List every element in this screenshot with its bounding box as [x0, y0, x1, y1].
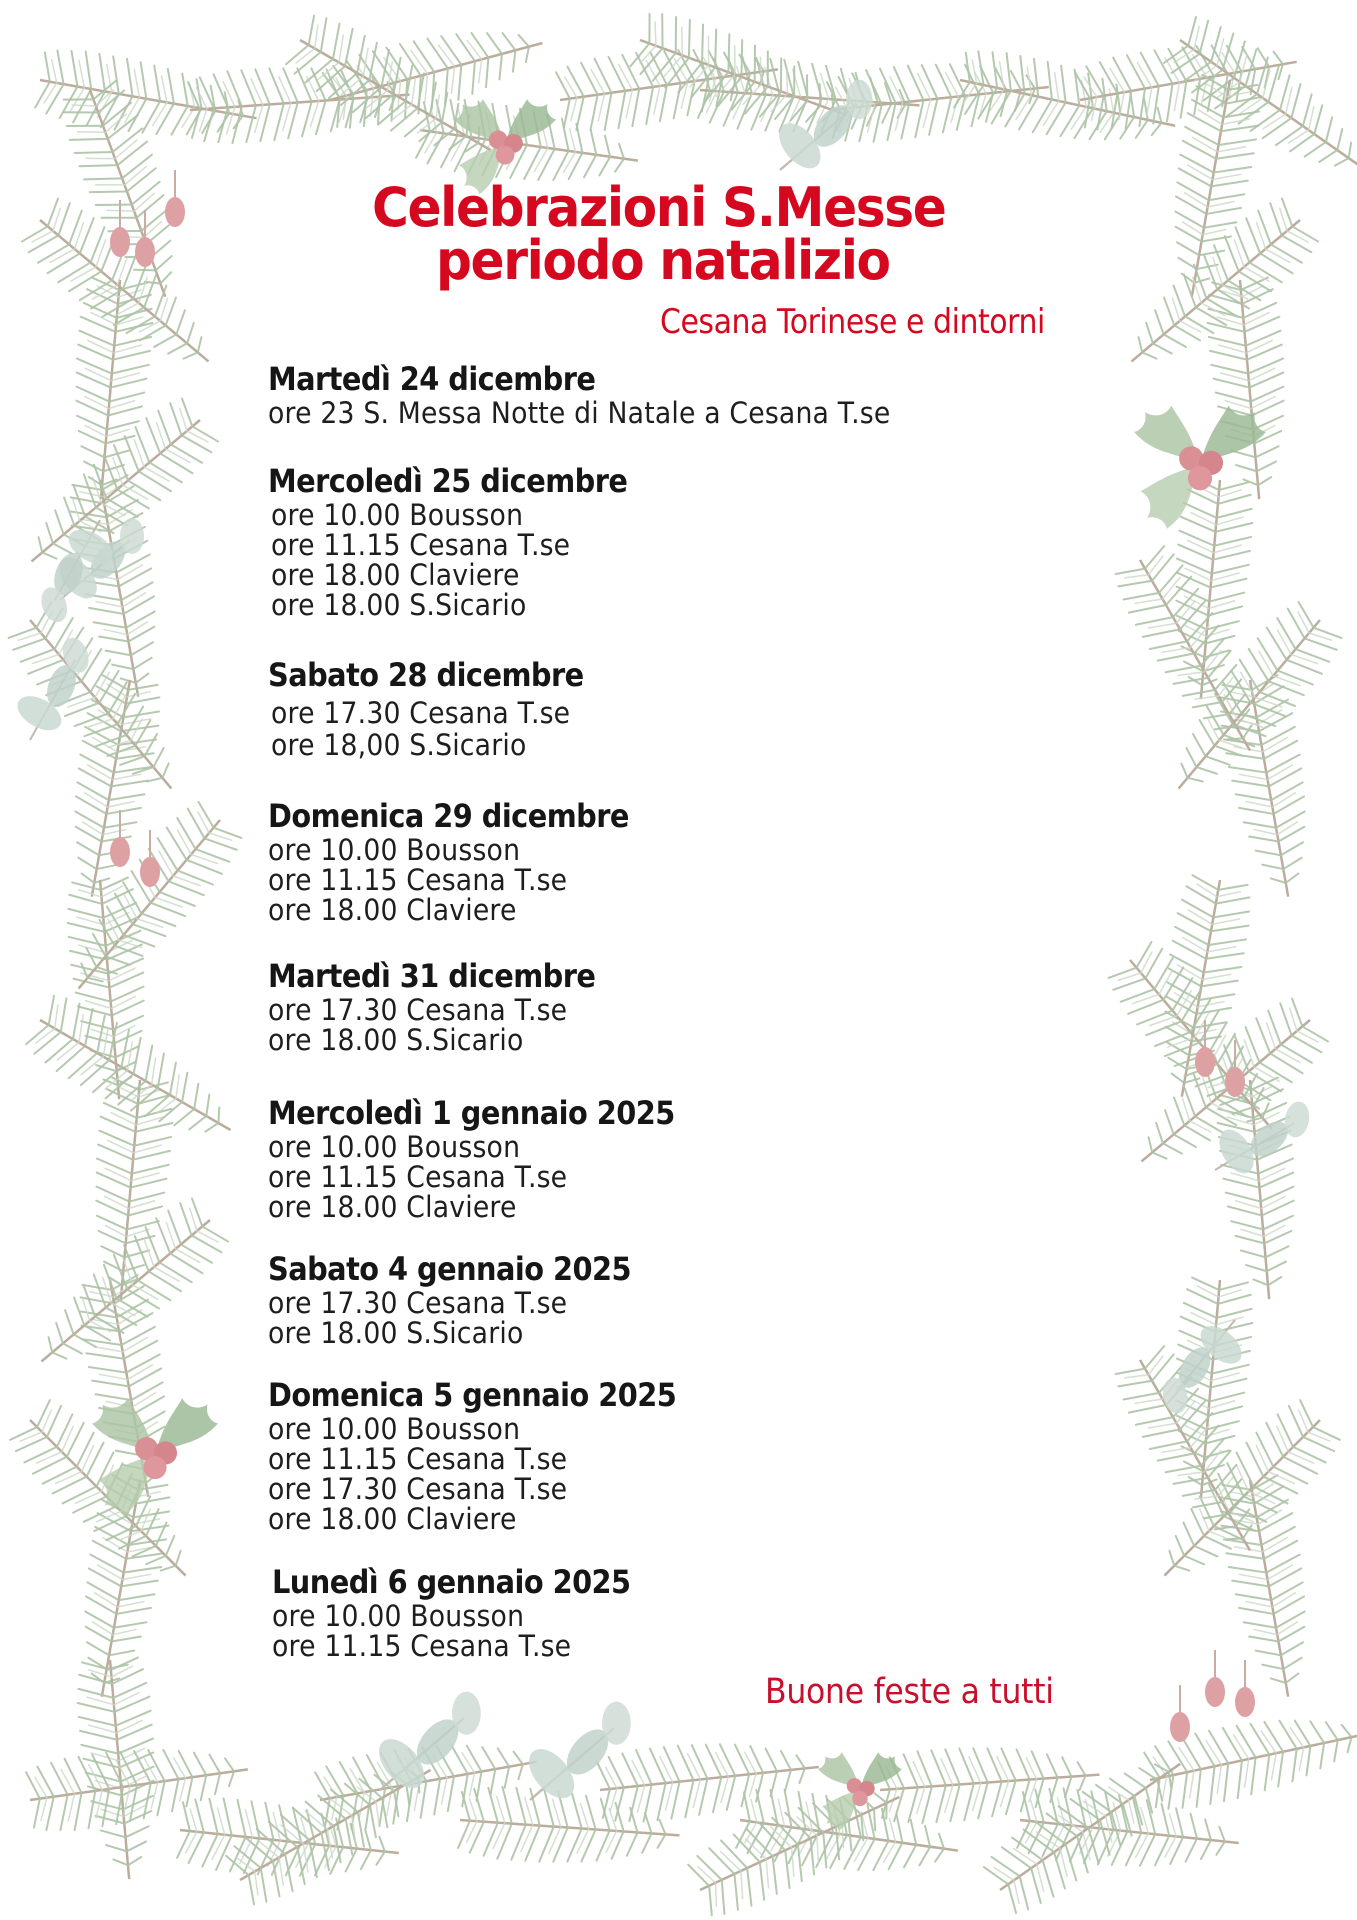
day-title: Sabato 28 dicembre [268, 656, 584, 694]
day-title: Domenica 29 dicembre [268, 797, 629, 835]
mass-time: ore 10.00 Bousson [268, 1412, 521, 1446]
mass-time: ore 11.15 Cesana T.se [272, 1629, 572, 1663]
day-block-1-gen [268, 1094, 720, 1222]
day-title: Martedì 31 dicembre [268, 957, 596, 995]
mass-time: ore 10.00 Bousson [268, 1130, 521, 1164]
mass-time: ore 18.00 S.Sicario [271, 588, 527, 622]
day-block-6-gen [272, 1563, 670, 1661]
day-title: Lunedì 6 gennaio 2025 [272, 1563, 631, 1601]
mass-time: ore 18.00 S.Sicario [268, 1316, 524, 1350]
mass-time: ore 18.00 Claviere [268, 893, 517, 927]
mass-time: ore 17.30 Cesana T.se [268, 1472, 568, 1506]
mass-time: ore 18.00 Claviere [268, 1502, 517, 1536]
mass-time: ore 18.00 S.Sicario [268, 1023, 524, 1057]
mass-time: ore 18.00 Claviere [271, 558, 520, 592]
mass-time: ore 11.15 Cesana T.se [268, 1160, 568, 1194]
subtitle: Cesana Torinese e dintorni [660, 302, 1045, 342]
day-title: Sabato 4 gennaio 2025 [268, 1250, 631, 1288]
title-line-2: periodo natalizio [436, 229, 890, 292]
mass-time: ore 10.00 Bousson [272, 1599, 525, 1633]
day-block-28-dic [268, 656, 619, 760]
closing-greeting: Buone feste a tutti [765, 1672, 1054, 1712]
day-block-24-dic [268, 360, 945, 428]
mass-time: ore 23 S. Messa Notte di Natale a Cesana T.se [268, 396, 891, 430]
day-block-4-gen [268, 1250, 671, 1348]
day-block-31-dic [268, 957, 632, 1055]
mass-time: ore 10.00 Bousson [268, 833, 521, 867]
mass-time: ore 11.15 Cesana T.se [271, 528, 571, 562]
day-block-25-dic [268, 462, 667, 620]
day-title: Domenica 5 gennaio 2025 [268, 1376, 677, 1414]
mass-time: ore 10.00 Bousson [271, 498, 524, 532]
day-title: Martedì 24 dicembre [268, 360, 596, 398]
title-line-1: Celebrazioni S.Messe [372, 176, 946, 239]
mass-time: ore 18.00 Claviere [268, 1190, 517, 1224]
mass-time: ore 17.30 Cesana T.se [268, 993, 568, 1027]
mass-time: ore 11.15 Cesana T.se [268, 1442, 568, 1476]
day-title: Mercoledì 25 dicembre [268, 462, 628, 500]
day-title: Mercoledì 1 gennaio 2025 [268, 1094, 675, 1132]
day-block-5-gen [268, 1376, 722, 1534]
mass-time: ore 17.30 Cesana T.se [271, 696, 571, 730]
mass-time: ore 18,00 S.Sicario [271, 728, 527, 762]
day-block-29-dic [268, 797, 669, 925]
mass-time: ore 11.15 Cesana T.se [268, 863, 568, 897]
mass-time: ore 17.30 Cesana T.se [268, 1286, 568, 1320]
